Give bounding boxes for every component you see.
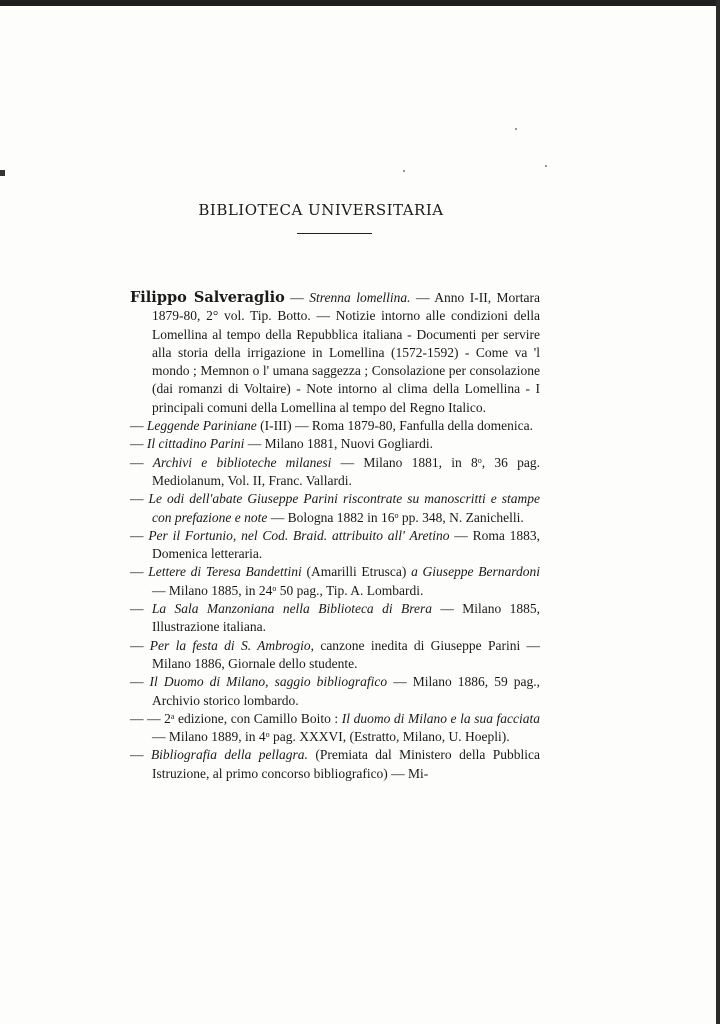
bibliography-entry bbox=[130, 435, 540, 453]
entry-details: — Milano 1881, Nuovi Gogliardi. bbox=[244, 436, 433, 452]
entry-details: — Milano 1885, in 24 bbox=[152, 582, 273, 598]
entry-details: — Milano 1889, in 4 bbox=[152, 729, 266, 745]
bibliography-entry bbox=[130, 637, 540, 674]
entry-dash: — bbox=[130, 527, 149, 543]
entry-details: pp. 348, N. Zanichelli. bbox=[398, 509, 524, 525]
page-heading: BIBLIOTECA UNIVERSITARIA bbox=[198, 201, 444, 219]
scan-speck bbox=[545, 165, 547, 167]
entry-dash: — — 2 bbox=[130, 710, 171, 726]
entry-title: Strenna lomellina. bbox=[309, 290, 411, 305]
entry-details: — Milano 1886, 59 pag., Archivio storico lombardo. bbox=[152, 674, 540, 708]
entry-title: Le odi dell'abate Giuseppe Parini riscontrate su manoscritti e stampe con prefazione e note bbox=[148, 491, 540, 525]
entry-details: — Roma 1883, Domenica letteraria. bbox=[152, 527, 541, 562]
scan-speck bbox=[515, 128, 517, 130]
entry-details: 50 pag., Tip. A. Lombardi. bbox=[276, 582, 424, 598]
entry-title: Leggende Pariniane bbox=[146, 418, 257, 434]
entry-details: , 36 pag. Mediolanum, Vol. II, Franc. Vallardi. bbox=[152, 454, 541, 488]
bibliography-entry: — Archivi e biblioteche milanesi — Milano 1881, in 8$^o$, 36 pag. Mediolanum, Vol. II, Franc. Vallardi. bbox=[130, 454, 541, 488]
entry-title: Bibliografia della pellagra. bbox=[150, 747, 308, 763]
scan-top-border bbox=[0, 0, 720, 6]
entry-details: (Premiata dal Ministero della Pubblica Istruzione, al primo concorso bibliografico) — Mi- bbox=[152, 747, 541, 781]
bibliography-entry bbox=[130, 527, 540, 564]
bibliography-list bbox=[130, 289, 540, 783]
entry-title: Il duomo di Milano e la sua facciata bbox=[341, 710, 541, 726]
entry-dash: — bbox=[130, 564, 149, 580]
entry-details: pag. XXXVI, (Estratto, Milano, U. Hoepli). bbox=[269, 729, 510, 745]
entry-author: Filippo Salveraglio bbox=[130, 289, 285, 306]
entry-title: Il cittadino Parini bbox=[146, 436, 245, 452]
heading-rule bbox=[297, 233, 372, 234]
entry-details: — Anno I-II, Mortara 1879-80, 2° vol. Tip. Botto. — Notizie intorno alle condizioni della Lomellina al tempo della Repubblica italiana - Documenti per servire alla storia della irrigazione in Lomellina (1572-1592) - Come va 'l mondo ; Memnon o l' umana saggezza ; Consolazione per consolazione (dai romanzi di Voltaire) - Note intorno al clima della Lomellina - I principali comuni della Lomellina al tempo del Regno Italico. bbox=[152, 290, 541, 415]
entry-dash: — bbox=[130, 418, 147, 434]
entry-dash: — bbox=[130, 747, 151, 763]
scan-right-border bbox=[716, 0, 720, 1024]
entry-title: Per la festa di S. Ambrogio bbox=[149, 637, 311, 653]
entry-details: , canzone inedita di Giuseppe Parini — Milano 1886, Giornale dello studente. bbox=[152, 637, 540, 671]
entry-title: Archivi e biblioteche milanesi bbox=[152, 454, 332, 470]
bibliography-entry bbox=[130, 673, 540, 710]
bibliography-entry: — Lettere di Teresa Bandettini (Amarilli Etrusca) a Giuseppe Bernardoni — Milano 1885, in 24$^o$ 50 pag., Tip. A. Lombardi. bbox=[130, 564, 540, 598]
entry-dash: — bbox=[130, 436, 147, 452]
entry-dash: — bbox=[130, 454, 153, 470]
entry-details: (I-III) — Roma 1879-80, Fanfulla della domenica. bbox=[256, 418, 534, 434]
entry-title: La Sala Manzoniana nella Biblioteca di Brera bbox=[151, 601, 432, 617]
entry-details: — Milano 1881, in 8 bbox=[331, 454, 478, 470]
scan-speck bbox=[403, 170, 405, 172]
bibliography-entry: — — 2$^a$ edizione, con Camillo Boito : Il duomo di Milano e la sua facciata — Milano 1889, in 4$^o$ pag. XXXVI, (Estratto, Milano, U. Hoepli). bbox=[130, 710, 541, 745]
entry-title: Il Duomo di Milano, saggio bibliografico bbox=[149, 674, 388, 690]
entry-title: Lettere di Teresa Bandettini bbox=[148, 564, 302, 580]
entry-details: — Bologna 1882 in 16 bbox=[267, 509, 395, 525]
entry-dash: — bbox=[130, 674, 150, 690]
scan-left-mark bbox=[0, 170, 5, 176]
bibliography-entry bbox=[130, 417, 540, 435]
entry-dash: — bbox=[130, 637, 150, 653]
bibliography-entry bbox=[130, 746, 540, 783]
bibliography-entry: Filippo Salveraglio — Strenna lomellina. — Anno I-II, Mortara 1879-80, 2° vol. Tip. Botto. — Notizie intorno alle condizioni della Lomellina al tempo della Repubblica italiana - Documenti per servire alla storia della irrigazione in Lomellina (1572-1592) - Come va 'l mondo ; Memnon o l' umana saggezza ; Consolazione per consolazione (dai romanzi di Voltaire) - Note intorno al clima della Lomellina - I principali comuni della Lomellina al tempo del Regno Italico. bbox=[130, 289, 541, 415]
bibliography-entry bbox=[130, 600, 540, 637]
entry-title: Per il Fortunio, nel Cod. Braid. attribuito all' Aretino bbox=[148, 527, 450, 543]
entry-dash: — bbox=[130, 601, 152, 617]
bibliography-entry: — Le odi dell'abate Giuseppe Parini riscontrate su manoscritti e stampe con prefazione e note — Bologna 1882 in 16$^o$ pp. 348, N. Zanichelli. bbox=[130, 491, 540, 525]
entry-details: — Milano 1885, Illustrazione italiana. bbox=[152, 601, 541, 635]
entry-title: a Giuseppe Bernardoni bbox=[411, 564, 540, 580]
entry-dash: — bbox=[130, 491, 149, 507]
